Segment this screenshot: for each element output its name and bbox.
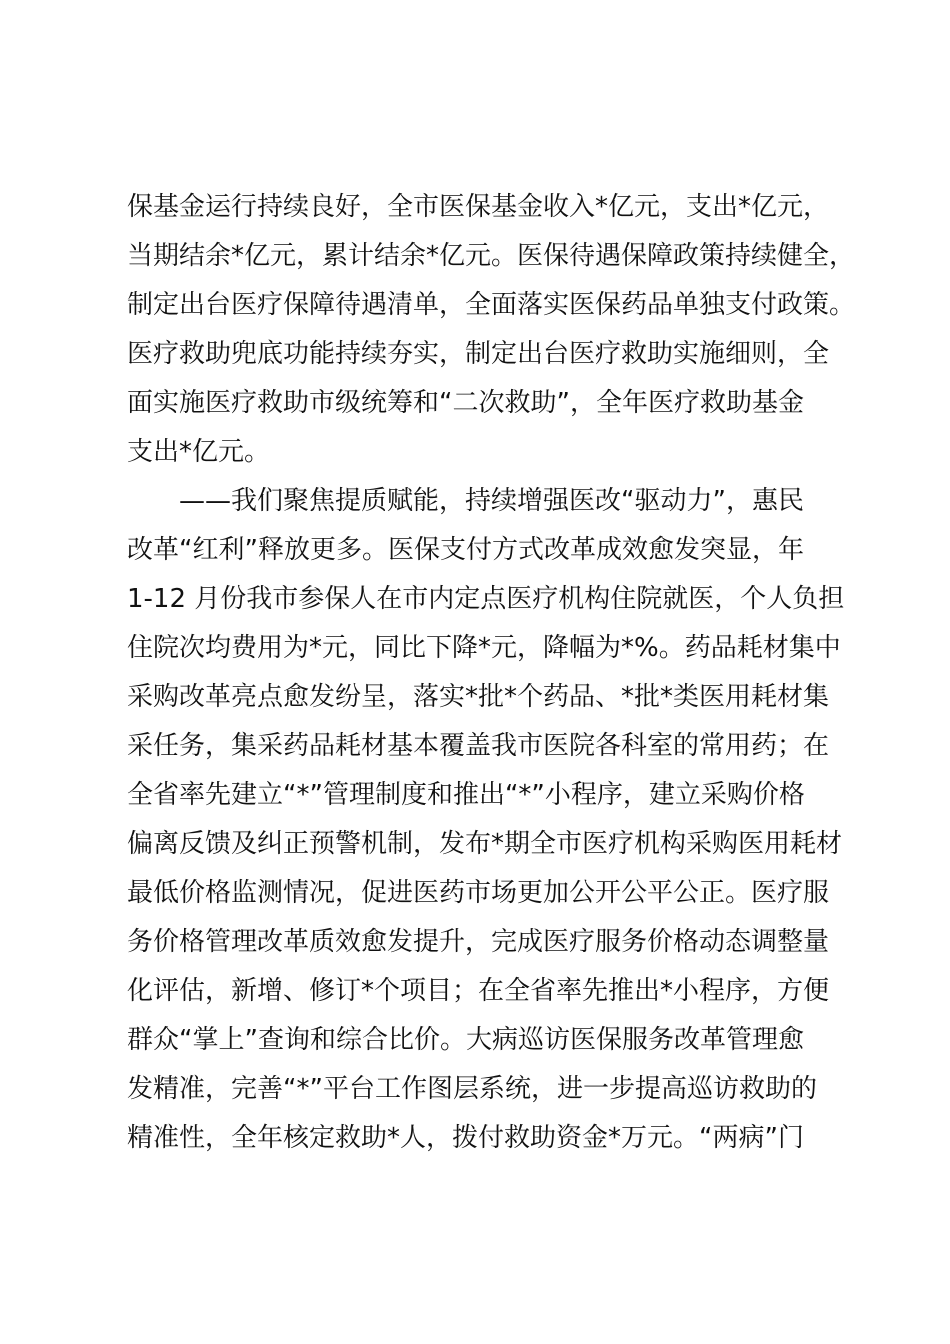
text-line-11: 采购改革亮点愈发纷呈，落实*批*个药品、*批*类医用耗材集 (127, 682, 830, 712)
text-line-6: 支出*亿元。 (127, 437, 271, 467)
text-line-16: 务价格管理改革质效愈发提升，完成医疗服务价格动态调整量 (127, 927, 830, 957)
text-line-2: 当期结余*亿元，累计结余*亿元。医保待遇保障政策持续健全， (127, 241, 856, 271)
text-line-19: 发精准，完善“*”平台工作图层系统，进一步提高巡访救助的 (127, 1074, 817, 1104)
text-line-5: 面实施医疗救助市级统筹和“二次救助”，全年医疗救助基金 (127, 388, 804, 418)
text-line-10: 住院次均费用为*元，同比下降*元，降幅为*%。药品耗材集中 (127, 633, 841, 663)
text-line-3: 制定出台医疗保障待遇清单，全面落实医保药品单独支付政策。 (127, 290, 856, 320)
body-text (127, 183, 856, 1163)
text-line-9: 1-12 月份我市参保人在市内定点医疗机构住院就医，个人负担 (127, 584, 845, 614)
text-line-13: 全省率先建立“*”管理制度和推出“*”小程序，建立采购价格 (127, 780, 805, 810)
text-line-7: ——我们聚焦提质赋能，持续增强医改“驱动力”，惠民 (127, 486, 804, 516)
text-line-4: 医疗救助兜底功能持续夯实，制定出台医疗救助实施细则，全 (127, 339, 830, 369)
text-line-14: 偏离反馈及纠正预警机制，发布*期全市医疗机构采购医用耗材 (127, 829, 843, 859)
text-line-15: 最低价格监测情况，促进医药市场更加公开公平公正。医疗服 (127, 878, 830, 908)
text-line-20: 精准性，全年核定救助*人，拨付救助资金*万元。“两病”门 (127, 1123, 804, 1153)
text-line-18: 群众“掌上”查询和综合比价。大病巡访医保服务改革管理愈 (127, 1025, 804, 1055)
text-line-12: 采任务，集采药品耗材基本覆盖我市医院各科室的常用药；在 (127, 731, 830, 761)
text-line-1: 保基金运行持续良好，全市医保基金收入*亿元，支出*亿元， (127, 192, 830, 222)
text-line-17: 化评估，新增、修订*个项目；在全省率先推出*小程序，方便 (127, 976, 830, 1006)
text-line-8: 改革“红利”释放更多。医保支付方式改革成效愈发突显，年 (127, 535, 804, 565)
